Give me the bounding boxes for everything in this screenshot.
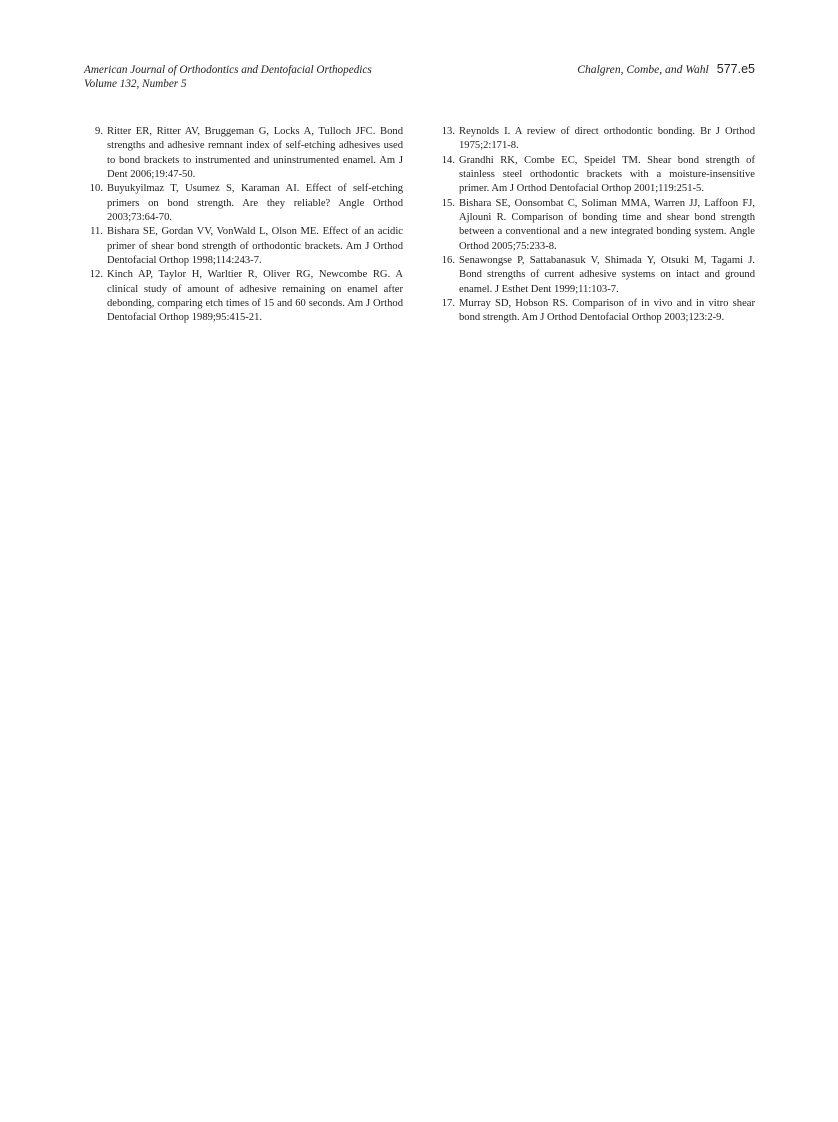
reference-item [435,154,755,197]
reference-item [83,268,403,325]
reference-text: Kinch AP, Taylor H, Warltier R, Oliver RG, Newcombe RG. A clinical study of amount of adhesive remaining on enamel after debonding, comparing etch times of 15 and 60 seconds. Am J Orthod Dentofacial Orthop 1989;95:415-21. [107,269,403,324]
reference-text: Senawongse P, Sattabanasuk V, Shimada Y, Otsuki M, Tagami J. Bond strengths of current adhesive systems on intact and ground enamel. J Esthet Dent 1999;11:103-7. [459,255,755,295]
reference-number: 13. [441,126,455,137]
reference-item [435,125,755,154]
reference-number: 16. [441,255,455,267]
running-header-right [577,62,755,77]
reference-item [435,254,755,297]
reference-number: 15. [441,197,455,209]
reference-item [83,182,403,225]
reference-number: 10. [89,183,103,195]
reference-text: Grandhi RK, Combe EC, Speidel TM. Shear bond strength of stainless steel orthodontic brackets with a moisture-insensitive primer. Am J Orthod Dentofacial Orthop 2001;119:251-5. [459,154,755,195]
reference-number: 9. [95,126,103,137]
reference-text: Buyukyilmaz T, Usumez S, Karaman AI. Effect of self-etching primers on bond strength. Are they reliable? Angle Orthod 2003;73:64-70. [107,183,403,224]
journal-title: American Journal of Orthodontics and Dentofacial Orthopedics [84,64,372,76]
reference-number: 11. [90,226,103,238]
reference-text: Murray SD, Hobson RS. Comparison of in vivo and in vitro shear bond strength. Am J Orthod Dentofacial Orthop 2003;123:2-9. [459,298,755,324]
reference-item [435,297,755,326]
reference-text: Reynolds I. A review of direct orthodontic bonding. Br J Orthod 1975;2:171-8. [459,126,755,152]
reference-text: Bishara SE, Gordan VV, VonWald L, Olson ME. Effect of an acidic primer of shear bond strength of orthodontic brackets. Am J Orthod Dentofacial Orthop 1998;114:243-7. [107,226,403,267]
reference-text: Bishara SE, Oonsombat C, Soliman MMA, Warren JJ, Laffoon FJ, Ajlouni R. Comparison of bonding time and shear bond strength between a conventional and a new integrated bonding system. Angle Orthod 2005;75:233-8. [459,197,755,252]
authors: Chalgren, Combe, and Wahl [577,63,709,76]
reference-item [83,225,403,268]
reference-number: 14. [441,154,455,166]
running-header-left [84,63,372,91]
reference-number: 12. [89,269,103,281]
references-right-column [435,125,755,326]
page-number: 577.e5 [716,62,755,76]
reference-text: Ritter ER, Ritter AV, Bruggeman G, Locks A, Tulloch JFC. Bond strengths and adhesive remnant index of self-etching adhesives used to bond brackets to instrumented and uninstrumented enamel. Am J Dent 2006;19:47-50. [107,126,403,181]
journal-volume: Volume 132, Number 5 [84,78,187,90]
reference-number: 17. [441,298,455,310]
reference-item [435,197,755,254]
reference-item [83,125,403,182]
references-left-column [83,125,403,326]
